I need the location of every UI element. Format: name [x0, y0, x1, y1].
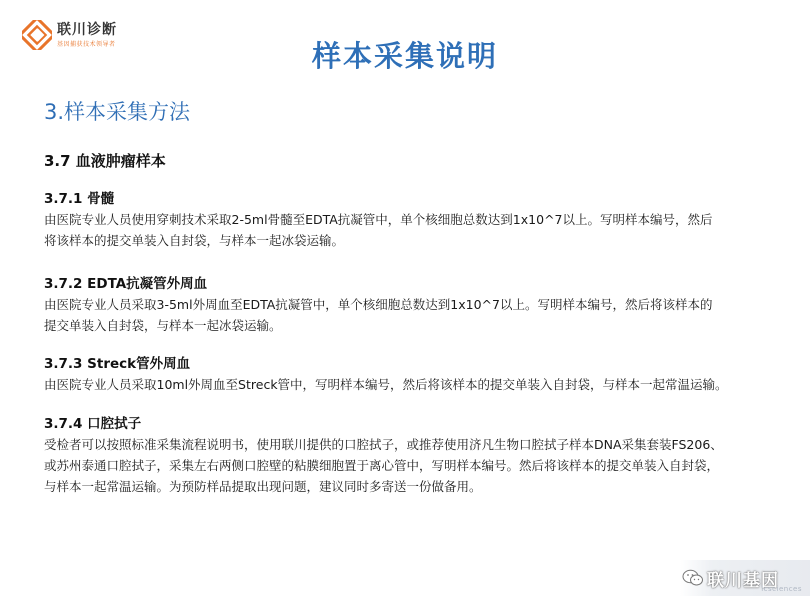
subsection-title: 3.7 血液肿瘤样本 [44, 152, 166, 170]
item-heading: 3.7.2 EDTA抗凝管外周血 [44, 276, 208, 292]
page-title: 样本采集说明 [311, 39, 498, 73]
item-heading: 3.7.4 口腔拭子 [44, 416, 142, 432]
logo-tagline: 基因捕获技术领导者 [57, 40, 116, 48]
item-body: 由医院专业人员使用穿刺技术采取2-5ml骨髓至EDTA抗凝管中，单个核细胞总数达到1x10^7以上。写明样本编号，然后 将该样本的提交单装入自封袋，与样本一起冰袋运输。 [44, 212, 713, 248]
item-streck-peripheral-blood [44, 354, 779, 395]
item-body: 由医院专业人员采取10ml外周血至Streck管中，写明样本编号，然后将该样本的提交单装入自封袋，与样本一起常温运输。 [44, 377, 728, 392]
item-bone-marrow [44, 189, 779, 251]
item-body: 由医院专业人员采取3-5ml外周血至EDTA抗凝管中，单个核细胞总数达到1x10^7以上。写明样本编号，然后将该样本的 提交单装入自封袋，与样本一起冰袋运输。 [44, 297, 713, 333]
item-body: 受检者可以按照标准采集流程说明书，使用联川提供的口腔拭子，或推荐使用济凡生物口腔拭子样本DNA采集套装FS206、 或苏州泰通口腔拭子，采集左右两侧口腔壁的粘膜细胞置于离心管中，写明样本编号。然后将该样本的提交单装入自封袋， 与样本一起常温运输。为预防样品提取出现问题，建议同时多寄送一份做备用。 [44, 437, 723, 494]
watermark-text: 联川基因 [707, 570, 779, 591]
logo-name: 联川诊断 [57, 21, 117, 38]
item-heading: 3.7.1 骨髓 [44, 191, 115, 207]
wechat-icon [682, 569, 704, 587]
item-heading: 3.7.3 Streck管外周血 [44, 356, 191, 372]
item-edta-peripheral-blood [44, 274, 779, 336]
item-oral-swab [44, 414, 779, 497]
wechat-watermark [680, 560, 810, 596]
section-title: 3.样本采集方法 [44, 100, 191, 124]
watermark-url: lcsciences [761, 585, 802, 593]
